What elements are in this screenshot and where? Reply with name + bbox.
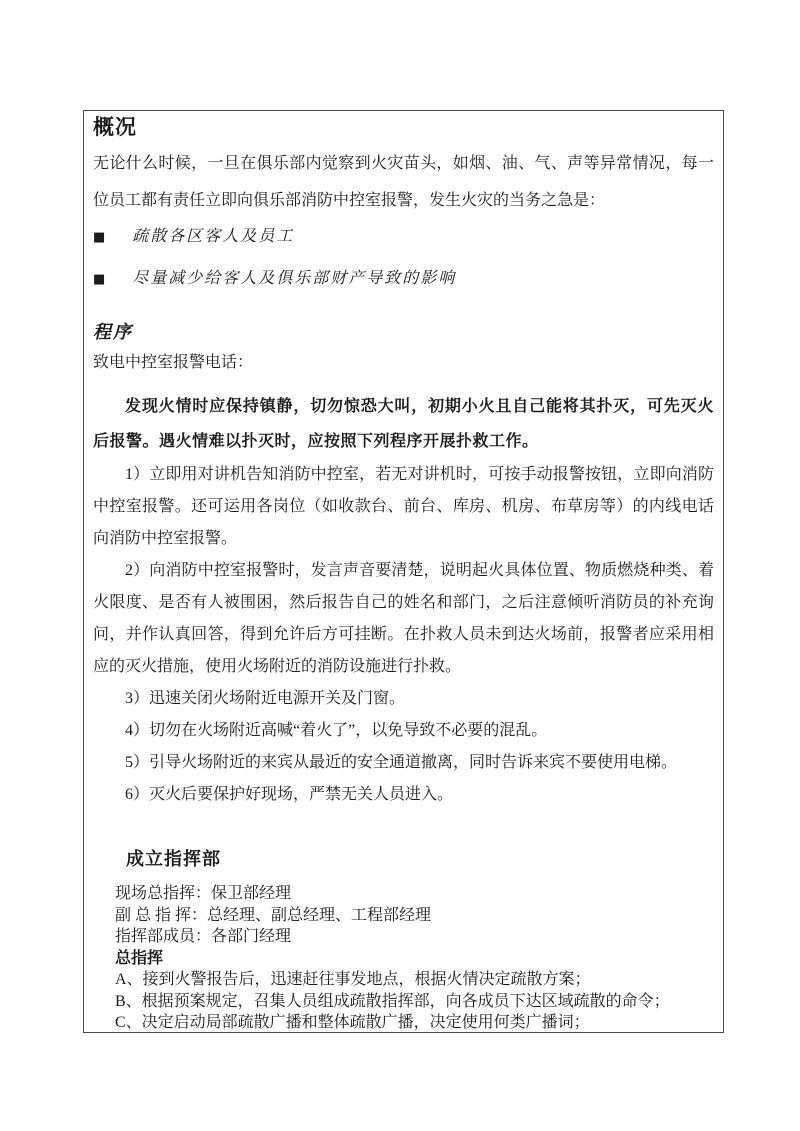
bullet-square-icon: ■ xyxy=(93,230,106,245)
procedure-step: 6）灭火后要保护好现场，严禁无关人员进入。 xyxy=(125,786,454,803)
roster-role: 副 总 指 挥：总经理、副总经理、工程部经理 xyxy=(115,906,432,924)
chief-duty: B、根据预案规定，召集人员组成疏散指挥部，向各成员下达区域疏散的命令； xyxy=(115,992,670,1010)
procedure-heading: 程序 xyxy=(93,322,133,342)
list-item xyxy=(93,223,714,255)
document-cell xyxy=(83,110,724,1033)
procedure-step: 1）立即用对讲机告知消防中控室，若无对讲机时，可按手动报警按钮，立即向消防中控室报警。还可运用各岗位（如收款台、前台、库房、机房、布草房等）的内线电话向消防中控室报警。 xyxy=(93,466,714,547)
command-roster xyxy=(115,883,714,1033)
bullet-square-icon: ■ xyxy=(93,272,106,287)
procedure-steps xyxy=(93,459,714,811)
alarm-phone-line: 致电中控室报警电话： xyxy=(93,354,254,371)
chief-commander-heading: 总指挥 xyxy=(115,949,164,967)
procedure-step: 3）迅速关闭火场附近电源开关及门窗。 xyxy=(125,690,406,707)
bullet-text: 尽量减少给客人及俱乐部财产导致的影响 xyxy=(132,270,457,287)
chief-duty: A、接到火警报告后，迅速赶往事发地点，根据火情决定疏散方案； xyxy=(115,971,591,988)
overview-intro: 无论什么时候，一旦在俱乐部内觉察到火灾苗头，如烟、油、气、声等异常情况，每一位员工都有责任立即向俱乐部消防中控室报警，发生火灾的当务之急是： xyxy=(93,155,714,209)
procedure-step: 4）切勿在火场附近高喊“着火了”，以免导致不必要的混乱。 xyxy=(125,722,548,739)
command-post-heading: 成立指挥部 xyxy=(126,849,221,869)
procedure-step: 2）向消防中控室报警时，发言声音要清楚，说明起火具体位置、物质燃烧种类、着火限度、是否有人被围困，然后报告自己的姓名和部门，之后注意倾听消防员的补充询问，并作认真回答，得到允许后方可挂断。在扑救人员未到达火场前，报警者应采用相应的灭火措施，使用火场附近的消防设施进行扑救。 xyxy=(93,562,714,675)
chief-duty: C、决定启动局部疏散广播和整体疏散广播，决定使用何类广播词； xyxy=(115,1014,590,1031)
list-item xyxy=(93,265,714,297)
procedure-emphasis-paragraph: 发现火情时应保持镇静，切勿惊恐大叫，初期小火且自己能将其扑灭，可先灭火后报警。遇火情难以扑灭时，应按照下列程序开展扑救工作。 xyxy=(93,398,714,450)
bullet-text: 疏散各区客人及员工 xyxy=(132,228,295,245)
roster-role: 指挥部成员：各部门经理 xyxy=(115,928,292,945)
overview-heading: 概况 xyxy=(93,116,137,139)
roster-role: 现场总指挥：保卫部经理 xyxy=(115,885,292,902)
procedure-step: 5）引导火场附近的来宾从最近的安全通道撤离，同时告诉来宾不要使用电梯。 xyxy=(125,754,678,771)
